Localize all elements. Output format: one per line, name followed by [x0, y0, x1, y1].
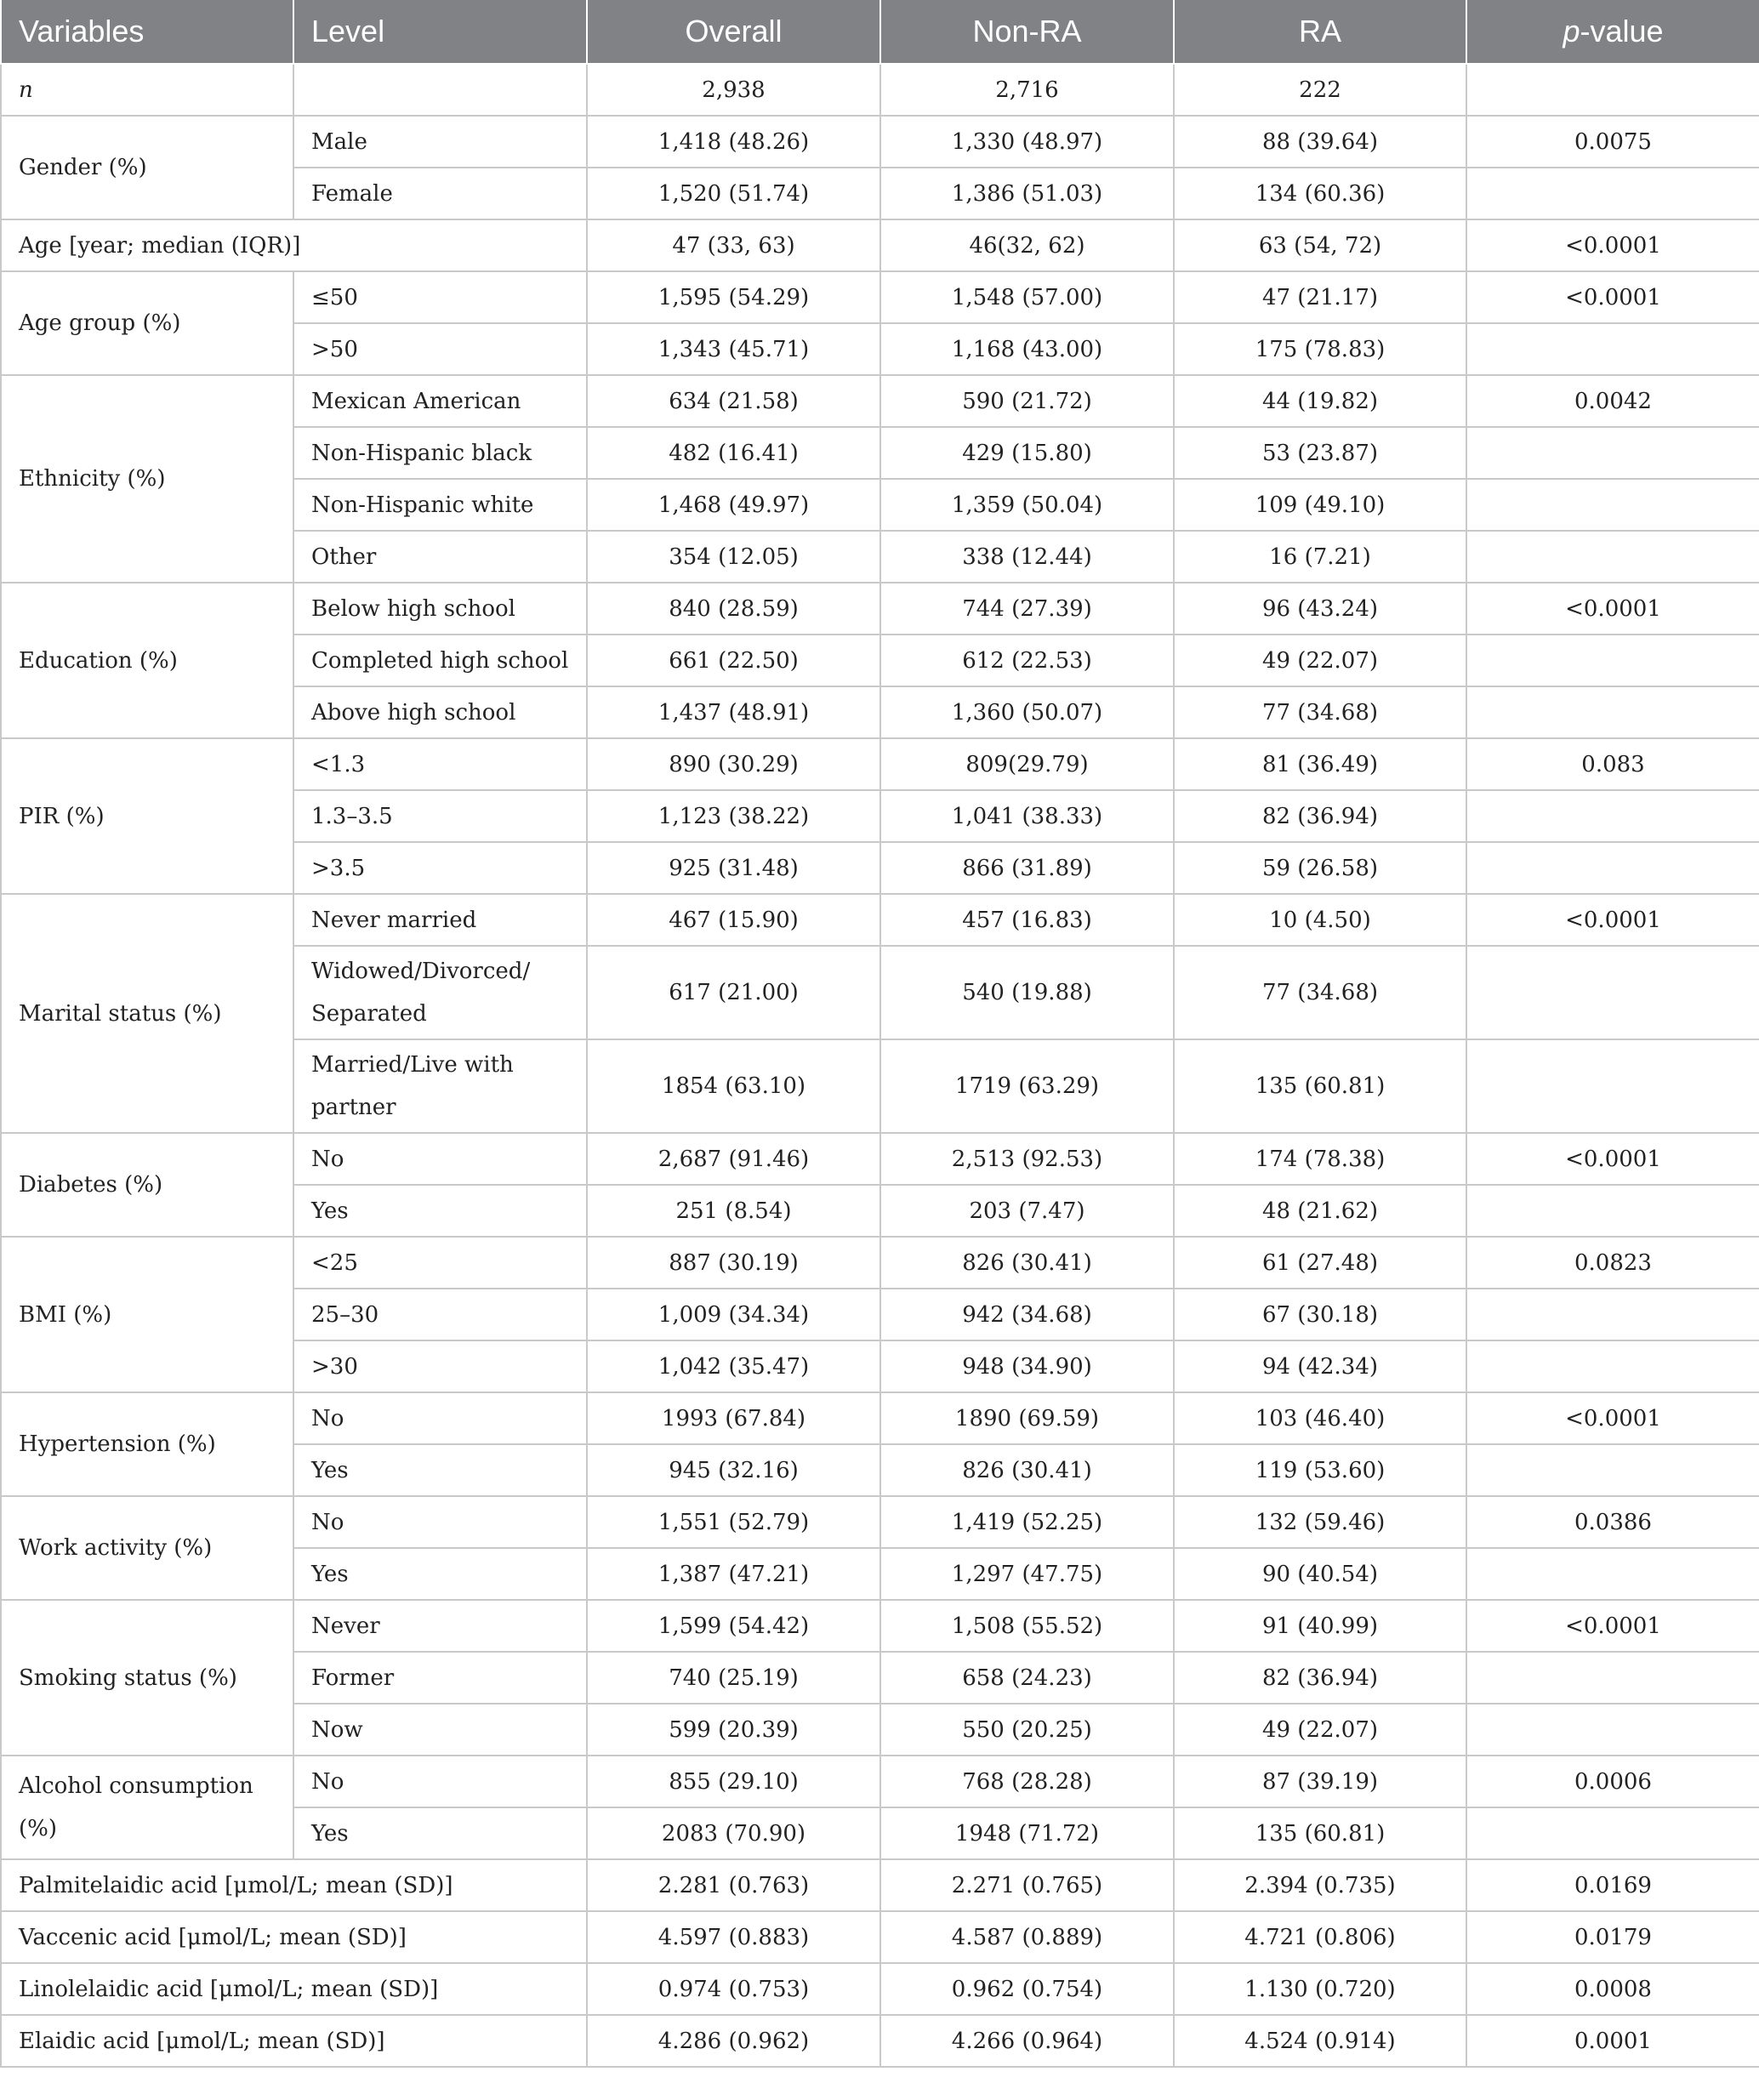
header-variables: Variables	[1, 0, 293, 64]
level-cell: >50	[293, 323, 587, 375]
level-cell: ≤50	[293, 271, 587, 323]
non-ra-cell: 942 (34.68)	[880, 1289, 1174, 1340]
n-label: n	[1, 64, 293, 116]
table-row	[1, 894, 1759, 946]
table-row	[1, 219, 1759, 271]
level-cell: Other	[293, 531, 587, 583]
p-value-cell	[1466, 1340, 1759, 1392]
p-value-cell	[1466, 1704, 1759, 1756]
p-value-cell: <0.0001	[1466, 894, 1759, 946]
p-value-cell: <0.0001	[1466, 1392, 1759, 1444]
variable-cell: Vaccenic acid [μmol/L; mean (SD)]	[1, 1911, 587, 1963]
table-row	[1, 116, 1759, 168]
level-cell: >30	[293, 1340, 587, 1392]
non-ra-cell: 0.962 (0.754)	[880, 1963, 1174, 2015]
table-row	[1, 1859, 1759, 1911]
header-overall: Overall	[587, 0, 880, 64]
non-ra-cell: 1,168 (43.00)	[880, 323, 1174, 375]
variable-cell: Education (%)	[1, 583, 293, 738]
variable-cell: BMI (%)	[1, 1237, 293, 1392]
overall-cell: 1,599 (54.42)	[587, 1600, 880, 1652]
overall-cell: 887 (30.19)	[587, 1237, 880, 1289]
variable-cell: Linolelaidic acid [μmol/L; mean (SD)]	[1, 1963, 587, 2015]
table-row	[1, 1496, 1759, 1548]
p-value-cell	[1466, 635, 1759, 686]
level-cell: Non-Hispanic white	[293, 479, 587, 531]
table-header	[1, 0, 1759, 64]
overall-cell: 4.597 (0.883)	[587, 1911, 880, 1963]
p-value-cell	[1466, 842, 1759, 894]
ra-cell: 82 (36.94)	[1174, 1652, 1466, 1704]
ra-cell: 91 (40.99)	[1174, 1600, 1466, 1652]
level-cell: Never	[293, 1600, 587, 1652]
header-non-ra: Non-RA	[880, 0, 1174, 64]
overall-cell: 47 (33, 63)	[587, 219, 880, 271]
non-ra-cell: 1,386 (51.03)	[880, 168, 1174, 219]
variable-cell: Ethnicity (%)	[1, 375, 293, 583]
table-row	[1, 1237, 1759, 1289]
table-row	[1, 1911, 1759, 1963]
p-value-cell	[1466, 1652, 1759, 1704]
non-ra-cell: 658 (24.23)	[880, 1652, 1174, 1704]
ra-cell: 67 (30.18)	[1174, 1289, 1466, 1340]
non-ra-cell: 1719 (63.29)	[880, 1039, 1174, 1133]
ra-cell: 16 (7.21)	[1174, 531, 1466, 583]
ra-cell: 10 (4.50)	[1174, 894, 1466, 946]
ra-cell: 77 (34.68)	[1174, 946, 1466, 1039]
p-value-cell	[1466, 686, 1759, 738]
overall-cell: 2083 (70.90)	[587, 1807, 880, 1859]
p-value-cell	[1466, 479, 1759, 531]
non-ra-cell: 866 (31.89)	[880, 842, 1174, 894]
non-ra-cell: 46(32, 62)	[880, 219, 1174, 271]
ra-cell: 109 (49.10)	[1174, 479, 1466, 531]
level-cell: No	[293, 1392, 587, 1444]
table-row	[1, 1133, 1759, 1185]
level-cell: Yes	[293, 1444, 587, 1496]
p-value-cell: 0.0006	[1466, 1756, 1759, 1807]
non-ra-cell: 1,359 (50.04)	[880, 479, 1174, 531]
ra-cell: 63 (54, 72)	[1174, 219, 1466, 271]
ra-cell: 94 (42.34)	[1174, 1340, 1466, 1392]
variable-cell: Palmitelaidic acid [μmol/L; mean (SD)]	[1, 1859, 587, 1911]
level-cell: No	[293, 1133, 587, 1185]
non-ra-cell: 540 (19.88)	[880, 946, 1174, 1039]
level-cell: Yes	[293, 1185, 587, 1237]
non-ra-cell: 1,330 (48.97)	[880, 116, 1174, 168]
p-value-cell	[1466, 323, 1759, 375]
ra-cell: 135 (60.81)	[1174, 1807, 1466, 1859]
p-value-cell	[1466, 427, 1759, 479]
p-value-cell: 0.0169	[1466, 1859, 1759, 1911]
p-value-cell	[1466, 1289, 1759, 1340]
p-value-cell	[1466, 790, 1759, 842]
non-ra-cell: 590 (21.72)	[880, 375, 1174, 427]
header-row	[1, 0, 1759, 64]
variable-cell: Work activity (%)	[1, 1496, 293, 1600]
ra-cell: 49 (22.07)	[1174, 635, 1466, 686]
ra-cell: 44 (19.82)	[1174, 375, 1466, 427]
p-value-cell: <0.0001	[1466, 1133, 1759, 1185]
non-ra-cell: 1,548 (57.00)	[880, 271, 1174, 323]
n-p-value	[1466, 64, 1759, 116]
level-cell: <1.3	[293, 738, 587, 790]
overall-cell: 1,387 (47.21)	[587, 1548, 880, 1600]
overall-cell: 354 (12.05)	[587, 531, 880, 583]
header-p-suffix: -value	[1580, 14, 1664, 48]
non-ra-cell: 826 (30.41)	[880, 1237, 1174, 1289]
table-row	[1, 1756, 1759, 1807]
overall-cell: 1,042 (35.47)	[587, 1340, 880, 1392]
n-non-ra: 2,716	[880, 64, 1174, 116]
overall-cell: 599 (20.39)	[587, 1704, 880, 1756]
table-body	[1, 64, 1759, 2067]
table-row	[1, 1963, 1759, 2015]
non-ra-cell: 768 (28.28)	[880, 1756, 1174, 1807]
overall-cell: 467 (15.90)	[587, 894, 880, 946]
p-value-cell: 0.0001	[1466, 2015, 1759, 2067]
ra-cell: 81 (36.49)	[1174, 738, 1466, 790]
level-cell: Now	[293, 1704, 587, 1756]
non-ra-cell: 744 (27.39)	[880, 583, 1174, 635]
table-row	[1, 738, 1759, 790]
ra-cell: 82 (36.94)	[1174, 790, 1466, 842]
table-row	[1, 1392, 1759, 1444]
variable-cell: Age [year; median (IQR)]	[1, 219, 587, 271]
non-ra-cell: 2,513 (92.53)	[880, 1133, 1174, 1185]
p-value-cell	[1466, 168, 1759, 219]
ra-cell: 59 (26.58)	[1174, 842, 1466, 894]
overall-cell: 251 (8.54)	[587, 1185, 880, 1237]
header-p-italic: p	[1563, 14, 1580, 48]
table-row	[1, 2015, 1759, 2067]
p-value-cell: 0.0823	[1466, 1237, 1759, 1289]
overall-cell: 925 (31.48)	[587, 842, 880, 894]
level-cell: Yes	[293, 1548, 587, 1600]
variable-cell: Diabetes (%)	[1, 1133, 293, 1237]
overall-cell: 2,687 (91.46)	[587, 1133, 880, 1185]
overall-cell: 0.974 (0.753)	[587, 1963, 880, 2015]
level-cell: Former	[293, 1652, 587, 1704]
level-cell: Completed high school	[293, 635, 587, 686]
level-cell: No	[293, 1496, 587, 1548]
table-row	[1, 1600, 1759, 1652]
p-value-cell	[1466, 1548, 1759, 1600]
overall-cell: 890 (30.29)	[587, 738, 880, 790]
ra-cell: 48 (21.62)	[1174, 1185, 1466, 1237]
header-ra: RA	[1174, 0, 1466, 64]
non-ra-cell: 4.266 (0.964)	[880, 2015, 1174, 2067]
overall-cell: 1,343 (45.71)	[587, 323, 880, 375]
overall-cell: 840 (28.59)	[587, 583, 880, 635]
ra-cell: 1.130 (0.720)	[1174, 1963, 1466, 2015]
non-ra-cell: 1,360 (50.07)	[880, 686, 1174, 738]
ra-cell: 53 (23.87)	[1174, 427, 1466, 479]
n-row	[1, 64, 1759, 116]
variable-cell: Marital status (%)	[1, 894, 293, 1133]
ra-cell: 88 (39.64)	[1174, 116, 1466, 168]
p-value-cell: 0.0008	[1466, 1963, 1759, 2015]
p-value-cell: <0.0001	[1466, 271, 1759, 323]
p-value-cell: 0.083	[1466, 738, 1759, 790]
overall-cell: 617 (21.00)	[587, 946, 880, 1039]
overall-cell: 661 (22.50)	[587, 635, 880, 686]
non-ra-cell: 550 (20.25)	[880, 1704, 1174, 1756]
level-cell: 1.3–3.5	[293, 790, 587, 842]
p-value-cell: 0.0386	[1466, 1496, 1759, 1548]
table-row	[1, 375, 1759, 427]
non-ra-cell: 429 (15.80)	[880, 427, 1174, 479]
ra-cell: 175 (78.83)	[1174, 323, 1466, 375]
overall-cell: 1,009 (34.34)	[587, 1289, 880, 1340]
non-ra-cell: 1948 (71.72)	[880, 1807, 1174, 1859]
non-ra-cell: 809(29.79)	[880, 738, 1174, 790]
ra-cell: 4.524 (0.914)	[1174, 2015, 1466, 2067]
overall-cell: 1,418 (48.26)	[587, 116, 880, 168]
overall-cell: 2.281 (0.763)	[587, 1859, 880, 1911]
overall-cell: 1,551 (52.79)	[587, 1496, 880, 1548]
level-cell: 25–30	[293, 1289, 587, 1340]
p-value-cell	[1466, 531, 1759, 583]
ra-cell: 96 (43.24)	[1174, 583, 1466, 635]
p-value-cell: 0.0042	[1466, 375, 1759, 427]
level-cell: >3.5	[293, 842, 587, 894]
header-p-value	[1466, 0, 1759, 64]
overall-cell: 1,520 (51.74)	[587, 168, 880, 219]
variable-cell: Gender (%)	[1, 116, 293, 219]
overall-cell: 1,595 (54.29)	[587, 271, 880, 323]
p-value-cell	[1466, 1185, 1759, 1237]
ra-cell: 47 (21.17)	[1174, 271, 1466, 323]
p-value-cell: <0.0001	[1466, 1600, 1759, 1652]
p-value-cell: <0.0001	[1466, 583, 1759, 635]
level-cell: <25	[293, 1237, 587, 1289]
ra-cell: 2.394 (0.735)	[1174, 1859, 1466, 1911]
non-ra-cell: 338 (12.44)	[880, 531, 1174, 583]
p-value-cell	[1466, 946, 1759, 1039]
variable-cell: Smoking status (%)	[1, 1600, 293, 1756]
ra-cell: 87 (39.19)	[1174, 1756, 1466, 1807]
level-cell: Mexican American	[293, 375, 587, 427]
level-cell: Non-Hispanic black	[293, 427, 587, 479]
non-ra-cell: 1,041 (38.33)	[880, 790, 1174, 842]
overall-cell: 1854 (63.10)	[587, 1039, 880, 1133]
non-ra-cell: 1890 (69.59)	[880, 1392, 1174, 1444]
variable-cell: Alcohol consumption (%)	[1, 1756, 293, 1859]
level-cell: Male	[293, 116, 587, 168]
header-level: Level	[293, 0, 587, 64]
ra-cell: 61 (27.48)	[1174, 1237, 1466, 1289]
p-value-cell	[1466, 1039, 1759, 1133]
non-ra-cell: 826 (30.41)	[880, 1444, 1174, 1496]
table-row	[1, 583, 1759, 635]
level-cell: Yes	[293, 1807, 587, 1859]
p-value-cell	[1466, 1807, 1759, 1859]
non-ra-cell: 948 (34.90)	[880, 1340, 1174, 1392]
variable-cell: PIR (%)	[1, 738, 293, 894]
non-ra-cell: 457 (16.83)	[880, 894, 1174, 946]
ra-cell: 119 (53.60)	[1174, 1444, 1466, 1496]
n-overall: 2,938	[587, 64, 880, 116]
level-cell: Married/Live with partner	[293, 1039, 587, 1133]
ra-cell: 103 (46.40)	[1174, 1392, 1466, 1444]
overall-cell: 4.286 (0.962)	[587, 2015, 880, 2067]
ra-cell: 134 (60.36)	[1174, 168, 1466, 219]
level-cell: Above high school	[293, 686, 587, 738]
variable-cell: Elaidic acid [μmol/L; mean (SD)]	[1, 2015, 587, 2067]
ra-cell: 90 (40.54)	[1174, 1548, 1466, 1600]
p-value-cell: 0.0075	[1466, 116, 1759, 168]
ra-cell: 132 (59.46)	[1174, 1496, 1466, 1548]
overall-cell: 740 (25.19)	[587, 1652, 880, 1704]
n-ra: 222	[1174, 64, 1466, 116]
p-value-cell: <0.0001	[1466, 219, 1759, 271]
non-ra-cell: 1,508 (55.52)	[880, 1600, 1174, 1652]
n-level	[293, 64, 587, 116]
level-cell: No	[293, 1756, 587, 1807]
variable-cell: Age group (%)	[1, 271, 293, 375]
level-cell: Widowed/Divorced/ Separated	[293, 946, 587, 1039]
overall-cell: 1,437 (48.91)	[587, 686, 880, 738]
non-ra-cell: 4.587 (0.889)	[880, 1911, 1174, 1963]
non-ra-cell: 612 (22.53)	[880, 635, 1174, 686]
table-row	[1, 271, 1759, 323]
ra-cell: 4.721 (0.806)	[1174, 1911, 1466, 1963]
level-cell: Female	[293, 168, 587, 219]
overall-cell: 1,123 (38.22)	[587, 790, 880, 842]
level-cell: Never married	[293, 894, 587, 946]
p-value-cell	[1466, 1444, 1759, 1496]
non-ra-cell: 2.271 (0.765)	[880, 1859, 1174, 1911]
ra-cell: 77 (34.68)	[1174, 686, 1466, 738]
overall-cell: 855 (29.10)	[587, 1756, 880, 1807]
non-ra-cell: 203 (7.47)	[880, 1185, 1174, 1237]
overall-cell: 482 (16.41)	[587, 427, 880, 479]
overall-cell: 1993 (67.84)	[587, 1392, 880, 1444]
level-cell: Below high school	[293, 583, 587, 635]
ra-cell: 135 (60.81)	[1174, 1039, 1466, 1133]
non-ra-cell: 1,419 (52.25)	[880, 1496, 1174, 1548]
non-ra-cell: 1,297 (47.75)	[880, 1548, 1174, 1600]
overall-cell: 1,468 (49.97)	[587, 479, 880, 531]
overall-cell: 945 (32.16)	[587, 1444, 880, 1496]
variable-cell: Hypertension (%)	[1, 1392, 293, 1496]
ra-cell: 174 (78.38)	[1174, 1133, 1466, 1185]
p-value-cell: 0.0179	[1466, 1911, 1759, 1963]
overall-cell: 634 (21.58)	[587, 375, 880, 427]
ra-cell: 49 (22.07)	[1174, 1704, 1466, 1756]
